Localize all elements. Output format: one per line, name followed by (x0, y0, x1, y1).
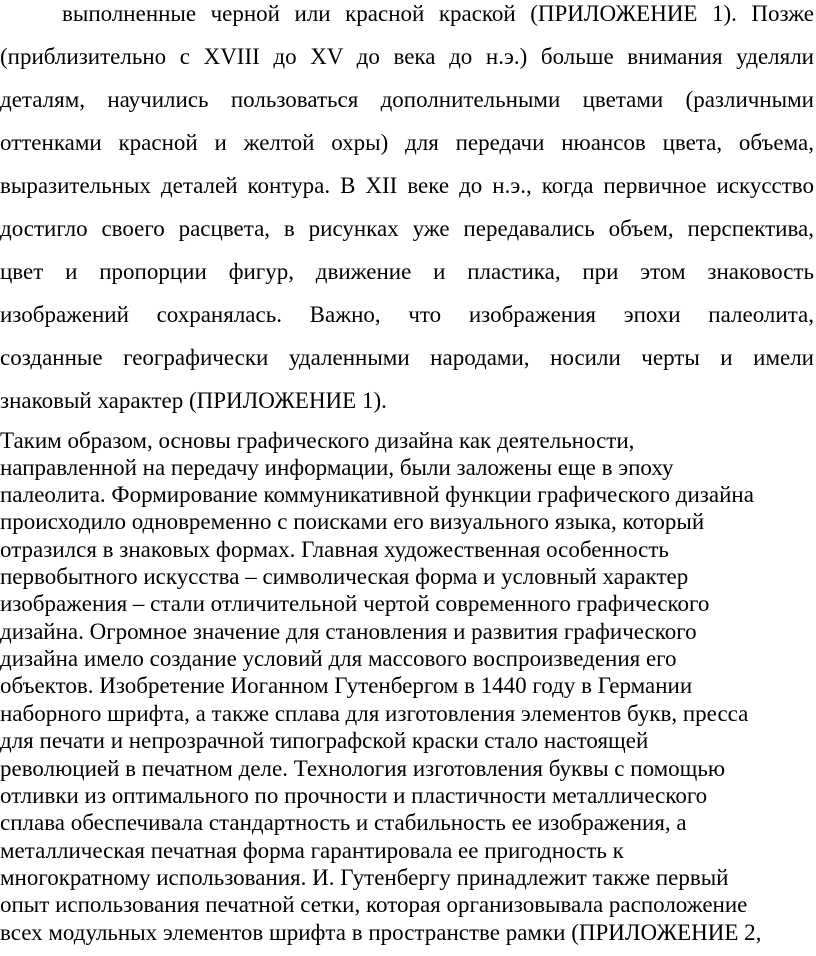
paragraph-1-line: выразительных деталей контура. В XII веке до н.э., когда первичное искусство (0, 173, 814, 198)
paragraph-2-line: всех модульных элементов шрифта в пространстве рамки (ПРИЛОЖЕНИЕ 2, (0, 920, 762, 945)
paragraph-1-line: оттенками красной и желтой охры) для передачи нюансов цвета, объема, (0, 130, 814, 155)
paragraph-1-line: деталям, научились пользоваться дополнительными цветами (различными (0, 87, 814, 112)
paragraph-2-line: объектов. Изобретение Иоганном Гутенбергом в 1440 году в Германии (0, 673, 693, 698)
paragraph-2-line: дизайна. Огромное значение для становления и развития графического (0, 619, 697, 644)
paragraph-2-line: отразился в знаковых формах. Главная художественная особенность (0, 537, 669, 562)
paragraph-2-line: палеолита. Формирование коммуникативной функции графического дизайна (0, 482, 754, 507)
paragraph-1-line: цвет и пропорции фигур, движение и пластика, при этом знаковость (0, 259, 814, 284)
paragraph-2-line: направленной на передачу информации, были заложены еще в эпоху (0, 455, 674, 480)
paragraph-2-line: революцией в печатном деле. Технология изготовления буквы с помощью (0, 756, 726, 781)
paragraph-2-line: многократному использования. И. Гутенбергу принадлежит также первый (0, 865, 729, 890)
paragraph-2-line: происходило одновременно с поисками его визуального языка, который (0, 509, 705, 534)
paragraph-2-line: первобытного искусства – символическая форма и условный характер (0, 564, 689, 589)
paragraph-1-line: выполненные черной или красной краской (ПРИЛОЖЕНИЕ 1). Позже (62, 1, 814, 26)
paragraph-2-line: дизайна имело создание условий для массового воспроизведения его (0, 646, 677, 671)
paragraph-2-line: металлическая печатная форма гарантировала ее пригодность к (0, 838, 624, 863)
paragraph-2-line: сплава обеспечивала стандартность и стабильность ее изображения, а (0, 810, 687, 835)
paragraph-1-line: (приблизительно с XVIII до XV до века до н.э.) больше внимания уделяли (0, 44, 814, 69)
paragraph-2-line: наборного шрифта, а также сплава для изготовления элементов букв, пресса (0, 701, 749, 726)
paragraph-2-line: отливки из оптимального по прочности и пластичности металлического (0, 783, 708, 808)
paragraph-1-line: изображений сохранялась. Важно, что изображения эпохи палеолита, (0, 302, 814, 327)
paragraph-2-line: опыт использования печатной сетки, которая организовывала расположение (0, 892, 748, 917)
paragraph-2-line: Таким образом, основы графического дизайна как деятельности, (0, 428, 635, 453)
paragraph-1-line: достигло своего расцвета, в рисунках уже передавались объем, перспектива, (0, 216, 814, 241)
paragraph-2-line: изображения – стали отличительной чертой современного графического (0, 591, 710, 616)
paragraph-2-line: для печати и непрозрачной типографской краски стало настоящей (0, 728, 649, 753)
paragraph-1-line: созданные географически удаленными народами, носили черты и имели (0, 345, 814, 370)
paragraph-1-line: знаковый характер (ПРИЛОЖЕНИЕ 1). (0, 388, 387, 413)
